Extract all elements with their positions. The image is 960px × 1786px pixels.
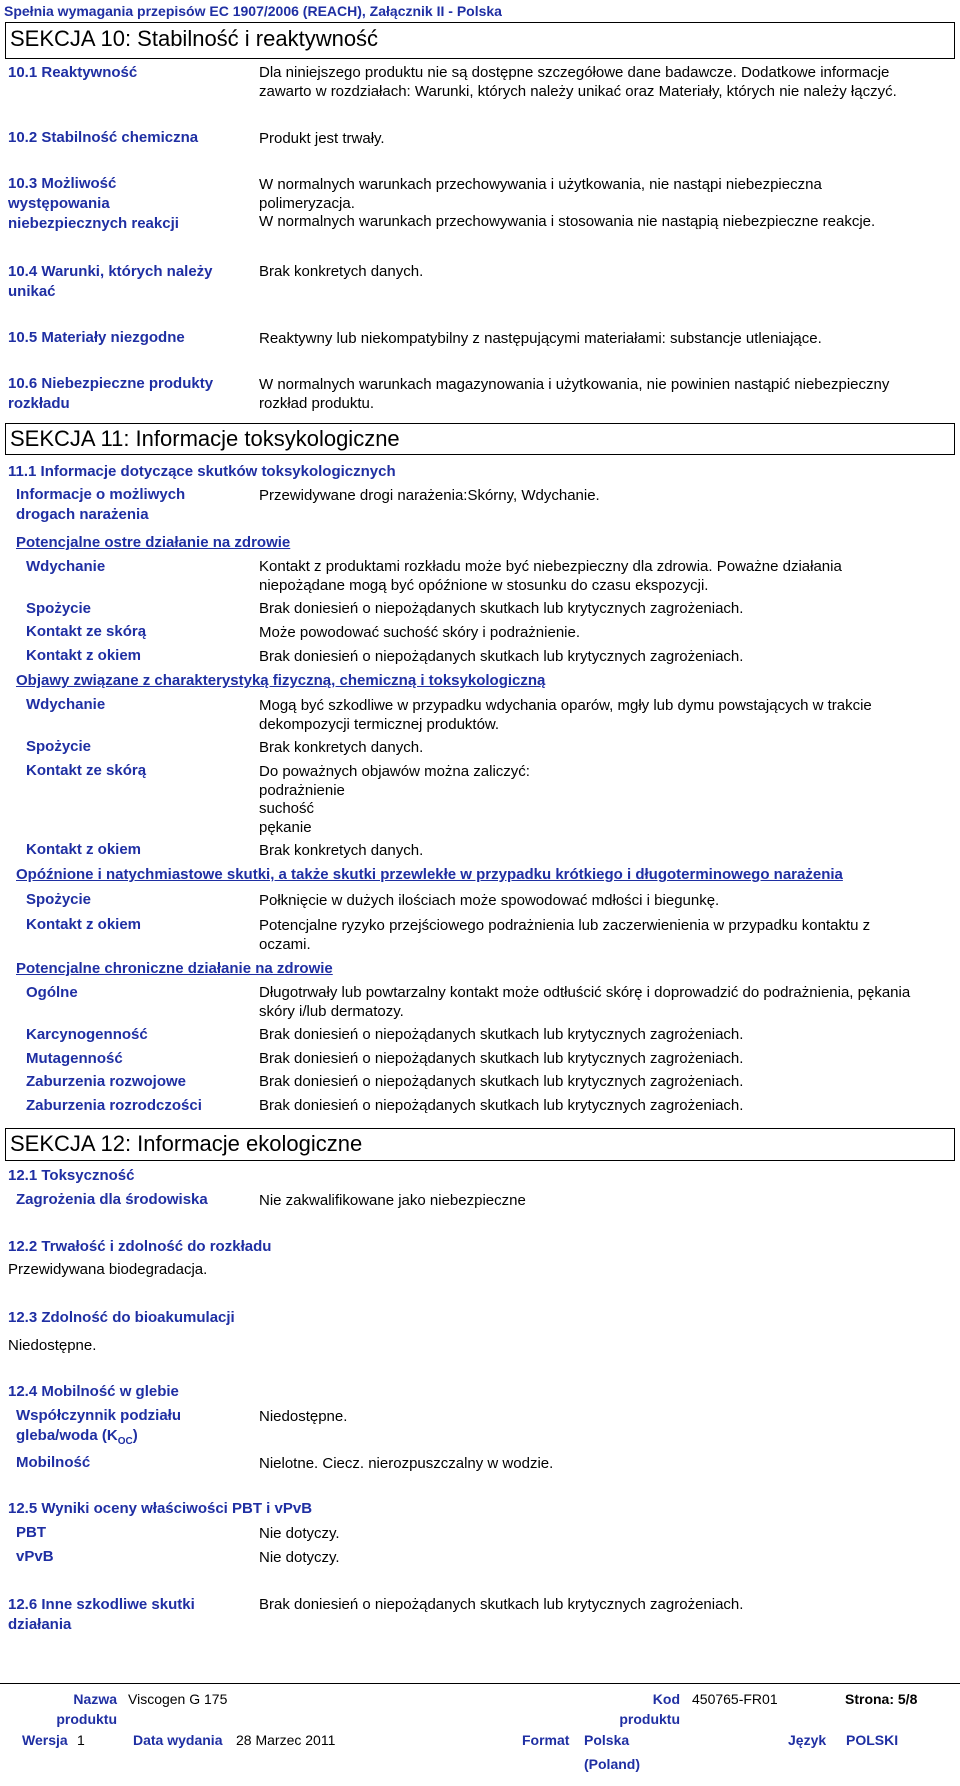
footer-date-label: Data wydania <box>133 1732 223 1748</box>
symp-skin-line2: podrażnienie <box>259 781 345 799</box>
chronic-general-value <box>259 984 939 1021</box>
delayed-heading: Opóźnione i natychmiastowe skutki, a także skutki przewlekłe w przypadku krótkiego i długoterminowego narażenia <box>16 866 843 883</box>
symp-eye-label: Kontakt z okiem <box>26 841 142 858</box>
r1-line2: zawarto w rozdziałach: Warunki, których należy unikać oraz Materiały, których nie należy łączyć. <box>259 82 897 100</box>
delayed-eye-label: Kontakt z okiem <box>26 916 142 933</box>
r3-line3: W normalnych warunkach przechowywania i stosowania nie nastąpią niebezpieczne reakcje. <box>259 213 876 230</box>
acute-eye-label: Kontakt z okiem <box>26 647 142 664</box>
r1-line1: Dla niniejszego produktu nie są dostępne szczegółowe dane badawcze. Dodatkowe informacje <box>259 64 890 81</box>
t6-value: Brak doniesień o niepożądanych skutkach lub krytycznych zagrożeniach. <box>259 1596 744 1613</box>
footer-name-label-line1: Nazwa <box>73 1691 117 1707</box>
delayed-ingestion-value: Połknięcie w dużych ilościach może spowodować mdłości i biegunkę. <box>259 892 720 909</box>
symp-skin-label: Kontakt ze skórą <box>26 762 147 779</box>
section-12-title: SEKCJA 12: Informacje ekologiczne <box>5 1128 955 1161</box>
t1-heading: 12.1 Toksyczność <box>8 1167 135 1184</box>
koc-close: ) <box>132 1427 138 1444</box>
koc-subscript: OC <box>117 1436 133 1447</box>
r3-label-line2: występowania <box>8 195 110 212</box>
symp-ingestion-value: Brak konkretych danych. <box>259 739 424 756</box>
symp-inhalation-line1: Mogą być szkodliwe w przypadku wdychania oparów, mgły lub dymu powstających w trakcie <box>259 697 872 714</box>
r4-label-line1: 10.4 Warunki, których należy <box>8 263 213 280</box>
chronic-general-line1: Długotrwały lub powtarzalny kontakt może odtłuścić skórę i doprowadzić do podrażnienia, pękania <box>259 984 911 1001</box>
reproductive-label: Zaburzenia rozrodczości <box>26 1097 202 1114</box>
footer-code-label <box>600 1689 680 1729</box>
chronic-heading: Potencjalne chroniczne działanie na zdrowie <box>16 960 333 977</box>
acute-inhalation-line1: Kontakt z produktami rozkładu może być niebezpieczny dla zdrowia. Poważne działania <box>259 558 842 575</box>
footer-code-label-line2: produktu <box>619 1711 680 1727</box>
symp-skin-line1: Do poważnych objawów można zaliczyć: <box>259 763 530 780</box>
symp-skin-value <box>259 763 939 837</box>
mobility-label: Mobilność <box>16 1454 91 1471</box>
t1-label: Zagrożenia dla środowiska <box>16 1191 208 1208</box>
r6-value <box>259 376 939 413</box>
r6-label <box>8 374 213 414</box>
delayed-eye-line2: oczami. <box>259 935 311 953</box>
acute-inhalation-value <box>259 558 939 595</box>
t6-label-line1: 12.6 Inne szkodliwe skutki <box>8 1596 195 1613</box>
koc-value: Niedostępne. <box>259 1408 348 1425</box>
acute-eye-value: Brak doniesień o niepożądanych skutkach lub krytycznych zagrożeniach. <box>259 648 744 665</box>
carcinogenicity-value: Brak doniesień o niepożądanych skutkach lub krytycznych zagrożeniach. <box>259 1026 744 1043</box>
symptoms-heading: Objawy związane z charakterystyką fizyczną, chemiczną i toksykologiczną <box>16 672 546 689</box>
t1-value: Nie zakwalifikowane jako niebezpieczne <box>259 1192 526 1209</box>
footer-language-label: Język <box>788 1732 827 1748</box>
acute-ingestion-label: Spożycie <box>26 600 92 617</box>
footer-version-value: 1 <box>77 1732 85 1748</box>
footer-date-value: 28 Marzec 2011 <box>236 1732 336 1748</box>
delayed-eye-line1: Potencjalne ryzyko przejściowego podrażnienia lub zaczerwienienia w przypadku kontaktu z <box>259 917 871 934</box>
acute-skin-value: Może powodować suchość skóry i podrażnienie. <box>259 624 580 641</box>
footer-format-label: Format <box>522 1732 570 1748</box>
footer-format-line2: (Poland) <box>584 1756 640 1772</box>
acute-skin-label: Kontakt ze skórą <box>26 623 147 640</box>
koc-label <box>16 1406 181 1452</box>
t5-heading: 12.5 Wyniki oceny właściwości PBT i vPvB <box>8 1500 313 1517</box>
symp-inhalation-label: Wdychanie <box>26 696 106 713</box>
acute-ingestion-value: Brak doniesień o niepożądanych skutkach lub krytycznych zagrożeniach. <box>259 600 744 617</box>
info-value: Przewidywane drogi narażenia:Skórny, Wdychanie. <box>259 487 600 504</box>
document-header: Spełnia wymagania przepisów EC 1907/2006 (REACH), Załącznik II - Polska <box>4 3 502 19</box>
t3-value: Niedostępne. <box>8 1337 97 1354</box>
footer-name-value: Viscogen G 175 <box>128 1691 228 1707</box>
r3-label-line1: 10.3 Możliwość <box>8 175 117 192</box>
t2-heading: 12.2 Trwałość i zdolność do rozkładu <box>8 1238 272 1255</box>
footer-format-value <box>584 1730 640 1774</box>
footer-rule <box>0 1683 960 1684</box>
t6-label-line2: działania <box>8 1616 72 1633</box>
symp-inhalation-value <box>259 697 939 734</box>
footer-page: Strona: 5/8 <box>845 1691 918 1707</box>
r6-label-line1: 10.6 Niebezpieczne produkty <box>8 375 214 392</box>
footer-code-label-line1: Kod <box>652 1691 680 1707</box>
acute-inhalation-line2: niepożądane mogą być opóźnione w stosunku do czasu ekspozycji. <box>259 576 709 594</box>
symp-inhalation-line2: dekompozycji termicznej produktów. <box>259 715 500 733</box>
r3-line2: polimeryzacja. <box>259 194 355 212</box>
r1-value <box>259 64 939 101</box>
mobility-value: Nielotne. Ciecz. nierozpuszczalny w wodzie. <box>259 1455 554 1472</box>
r6-label-line2: rozkładu <box>8 395 70 412</box>
chronic-general-line2: skóry i/lub dermatozy. <box>259 1002 404 1020</box>
reproductive-value: Brak doniesień o niepożądanych skutkach lub krytycznych zagrożeniach. <box>259 1097 744 1114</box>
mutagenicity-label: Mutagenność <box>26 1050 123 1067</box>
koc-label-line2 <box>16 1426 181 1452</box>
developmental-label: Zaburzenia rozwojowe <box>26 1073 187 1090</box>
t4-heading: 12.4 Mobilność w glebie <box>8 1383 179 1400</box>
symp-eye-value: Brak konkretych danych. <box>259 842 424 859</box>
vpvb-value: Nie dotyczy. <box>259 1549 340 1566</box>
r2-label: 10.2 Stabilność chemiczna <box>8 129 199 146</box>
r2-value: Produkt jest trwały. <box>259 130 385 147</box>
symp-skin-line4: pękanie <box>259 818 312 836</box>
r4-label <box>8 262 213 302</box>
t2-value: Przewidywana biodegradacja. <box>8 1261 208 1278</box>
r4-value: Brak konkretych danych. <box>259 263 424 280</box>
koc-text: gleba/woda (K <box>16 1427 118 1444</box>
chronic-general-label: Ogólne <box>26 984 78 1001</box>
acute-heading: Potencjalne ostre działanie na zdrowie <box>16 534 291 551</box>
footer-code-value: 450765-FR01 <box>692 1691 778 1707</box>
delayed-ingestion-label: Spożycie <box>26 891 92 908</box>
r3-line1: W normalnych warunkach przechowywania i użytkowania, nie nastąpi niebezpieczna <box>259 176 822 193</box>
pbt-value: Nie dotyczy. <box>259 1525 340 1542</box>
r3-label <box>8 174 179 234</box>
t6-label <box>8 1595 195 1635</box>
footer-version-label: Wersja <box>22 1732 68 1748</box>
delayed-eye-value <box>259 917 939 954</box>
t3-heading: 12.3 Zdolność do bioakumulacji <box>8 1309 235 1326</box>
mutagenicity-value: Brak doniesień o niepożądanych skutkach lub krytycznych zagrożeniach. <box>259 1050 744 1067</box>
r1-label: 10.1 Reaktywność <box>8 64 138 81</box>
r3-value <box>259 176 939 232</box>
r5-value: Reaktywny lub niekompatybilny z następującymi materiałami: substancje utleniające. <box>259 330 822 347</box>
pbt-label: PBT <box>16 1524 46 1541</box>
footer-name-label-line2: produktu <box>56 1711 117 1727</box>
r6-line2: rozkład produktu. <box>259 394 375 412</box>
section-11-title: SEKCJA 11: Informacje toksykologiczne <box>5 423 955 455</box>
symp-skin-line3: suchość <box>259 800 315 817</box>
koc-label-line1: Współczynnik podziału <box>16 1407 182 1424</box>
footer-name-label <box>45 1689 117 1729</box>
r4-label-line2: unikać <box>8 283 56 300</box>
vpvb-label: vPvB <box>16 1548 54 1565</box>
info-label <box>16 485 185 525</box>
footer-language-value: POLSKI <box>846 1732 899 1748</box>
info-label-line1: Informacje o możliwych <box>16 486 186 503</box>
acute-inhalation-label: Wdychanie <box>26 558 106 575</box>
r3-label-line3: niebezpiecznych reakcji <box>8 215 179 232</box>
carcinogenicity-label: Karcynogenność <box>26 1026 148 1043</box>
section-10-title: SEKCJA 10: Stabilność i reaktywność <box>5 22 955 59</box>
footer-format-line1: Polska <box>584 1732 630 1748</box>
r6-line1: W normalnych warunkach magazynowania i użytkowania, nie powinien nastąpić niebezpieczny <box>259 376 890 393</box>
r5-label: 10.5 Materiały niezgodne <box>8 329 185 346</box>
developmental-value: Brak doniesień o niepożądanych skutkach lub krytycznych zagrożeniach. <box>259 1073 744 1090</box>
info-label-line2: drogach narażenia <box>16 506 149 523</box>
s11-sub1: 11.1 Informacje dotyczące skutków toksykologicznych <box>8 463 396 480</box>
symp-ingestion-label: Spożycie <box>26 738 92 755</box>
